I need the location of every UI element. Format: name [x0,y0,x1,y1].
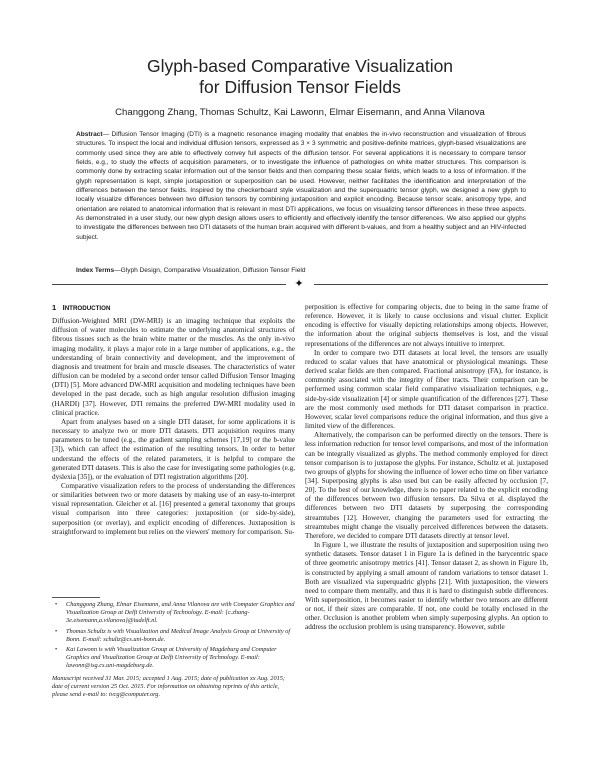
paragraph: Comparative visualization refers to the process of understanding the differences or similarities between two or more datasets by making use of an easy-to-interpret visual representation. Gleicher et al. [16] presented a general taxonomy that groups visual comparison into three categories: juxtaposition (or side-by-side), superposition (or overlay), and explicit encoding of differences. Juxtaposition is straightforward to implement but relies on the viewers' memory for comparison. Su- [52,481,295,536]
paragraph: Diffusion-Weighted MRI (DW-MRI) is an imaging technique that exploits the diffusion of water molecules to estimate the underlying anatomical structures of fibrous tissues such as the brain white matter or the muscles. As the only in-vivo imaging modality, it plays a major role in a large number of applications, e.g., the understanding of brain connectivity and development, and the improvement of diagnosis and treatment for brain and muscle diseases. The characteristics of water diffusion can be modeled by a second order tensor called Diffusion Tensor Imaging (DTI) [5]. More advanced DW-MRI acquisition and modeling techniques have been developed in the past decade, such as high angular resolution diffusion imaging (HARDI) [37]. However, DTI remains the preferred DW-MRI modality used in clinical practice. [52,317,295,417]
bullet-icon: • [55,646,58,654]
right-column [305,303,548,633]
section-title-initial: I [62,303,65,312]
footnote-text: Changgong Zhang, Elmar Eisemann, and Anna Vilanova are with Computer Graphics and Visualization Group at Delft University of Technology. E-mail: {c.zhang-3e.eisemann,a.vilanova}@tudelft.nl. [66,601,295,625]
paragraph: perposition is effective for comparing objects, due to being in the same frame of reference. However, it is likely to cause occlusions and visual clutter. Explicit encoding is effective for visually depicting relationships among objects. However, the information about the original subjects themselves is lost, and the visual representations of the differences are not always intuitive to interpret. [305,303,548,348]
abstract [76,130,526,242]
index-terms-label: Index Terms [76,267,115,274]
separator-rule-left [52,284,286,285]
section-number: 1 [52,303,57,312]
footnote-text: Kai Lawonn is with Visualization Group at University of Magdeburg and Computer Graphics and Visualization Group at Delft University of Technology. E-mail: lawonn@isg.cs.uni-magdeburg.de. [66,646,277,670]
footnote-item [52,628,295,644]
section-heading [52,303,295,313]
index-terms [76,267,526,274]
footnotes [52,601,295,699]
paragraph: Alternatively, the comparison can be performed directly on the tensors. There is less information reduction for tensor level comparisons, and most of the information can be integrally visualized as glyphs. The method commonly employed for direct tensor comparison is to juxtapose the glyphs. For instance, Schultz et al. juxtaposed two groups of glyphs for showing the influence of lower echo time on fiber variance [34]. Superposing glyphs is also used but can be easily affected by occlusion [7, 20]. To the best of our knowledge, there is no paper related to the explicit encoding of the differences between two diffusion tensors. Da Silva et al. displayed the differences between two DTI datasets by superposing the corresponding streamtubes [12]. However, changing the parameters used for extracting the streamtubes might change the visually perceived differences between the datasets. Therefore, we decided to compare DTI datasets directly at tensor level. [305,431,548,540]
title-line-1: Glyph-based Comparative Visualization [146,56,454,76]
abstract-label: Abstract [76,131,103,138]
manuscript-note: Manuscript received 31 Mar. 2015; accepted 1 Aug. 2015; date of publication xx Aug. 2015; date of current version 25 Oct. 2015. For information on obtaining reprints of this article, please send e-mail to: tvcg@computer.org. [52,674,285,699]
section-title-rest: NTRODUCTION [64,305,111,312]
separator-rule-right [314,284,548,285]
left-column [52,303,295,537]
index-terms-text: —Glyph Design, Comparative Visualization, Diffusion Tensor Field [114,267,306,274]
bullet-icon: • [55,627,58,635]
author-list: Changgong Zhang, Thomas Schultz, Kai Lawonn, Elmar Eisemann, and Anna Vilanova [115,107,485,118]
bullet-icon: • [55,601,58,608]
footnote-item [52,646,295,671]
footnote-rule [52,597,100,598]
abstract-text: — Diffusion Tensor Imaging (DTI) is a magnetic resonance imaging modality that enables the in-vivo reconstruction and visualization of fibrous structures. To inspect the local and individual diffusion tensors, expressed as 3 × 3 symmetric and positive-definite matrices, glyph-based visualizations are commonly used since they are able to effectively convey full aspects of the diffusion tensor. For several applications it is necessary to compare tensor fields, e.g., to study the effects of acquisition parameters, or to investigate the influence of pathologies on white matter structures. This comparison is commonly done by extracting scalar information out of the tensor fields and then comparing these scalar fields, which leads to a loss of information. If the glyph representation is kept, simple juxtaposition or superposition can be used. However, neither facilitates the identification and interpretation of the differences between the tensor fields. Inspired by the checkerboard style visualization and the superquadric tensor glyph, we designed a new glyph to locally visualize differences between two diffusion tensors by combining juxtaposition and explicit encoding. Because tensor scale, anisotropy type, and orientation are related to anatomical information that is relevant in most DTI applications, we focus on visualizing tensor differences in these three aspects. As demonstrated in a user study, our new glyph design allows users to efficiently and effectively identify the tensor differences. We also applied our glyphs to investigate the differences between two DTI datasets of the human brain acquired with different b-values, and from a healthy subject and an HIV-infected subject. [76,131,526,241]
paragraph: Apart from analyses based on a single DTI dataset, for some applications it is necessary to analyze two or more DTI datasets. DTI acquisition requires many parameters to be tuned (e.g., the gradient sampling schemes [17,19] or the b-value [3]), which can affect the estimation of the resulting tensors. In order to better understand the effects of the related parameters, it is helpful to compare the generated DTI datasets. This is also the case for investigating some pathologies (e.g, dyslexia [35]), or the evaluation of DTI registration algorithms [20]. [52,417,295,481]
separator-diamond-icon: ✦ [294,277,304,290]
footnote-text: Thomas Schultz is with Visualization and Medical Image Analysis Group at University of Bonn. E-mail: schultz@cs.uni-bonn.de. [66,627,291,643]
footnote-item [52,601,295,626]
paper-title [0,56,600,98]
paragraph: In Figure 1, we illustrate the results of juxtaposition and superposition using two synthetic datasets. Tensor dataset 1 in Figure 1a is defined in the barycentric space of three geometric anisotropy metrics [41]. Tensor dataset 2, as shown in Figure 1b, is constructed by applying a small amount of random variations to tensor dataset 1. Both are visualized via superquadric glyphs [21]. With juxtaposition, the viewers need to compare them mentally, and thus it is hard to distinguish subtle differences. With superposition, it becomes easier to identify whether two tensors are different or not, if their sizes are comparable. If not, one could be totally enclosed in the other. Occlusion is another problem when simply superposing glyphs. An option to address the occlusion problem is using transparency. However, subtle [305,541,548,632]
title-line-2: for Diffusion Tensor Fields [199,77,401,97]
paragraph: In order to compare two DTI datasets at local level, the tensors are usually reduced to scalar values that have anatomical or physiological meanings. These derived scalar fields are then compared. Fractional anisotropy (FA), for instance, is commonly associated with the integrity of fiber tracts. Their comparison can be performed using common scalar field comparative visualization techniques, e.g., side-by-side visualization [4] or simple quantification of the differences [27]. These are the most commonly used methods for DTI dataset comparison in practice. However, scalar level comparisons reduce the original information, and thus give a limited view of the differences. [305,348,548,431]
